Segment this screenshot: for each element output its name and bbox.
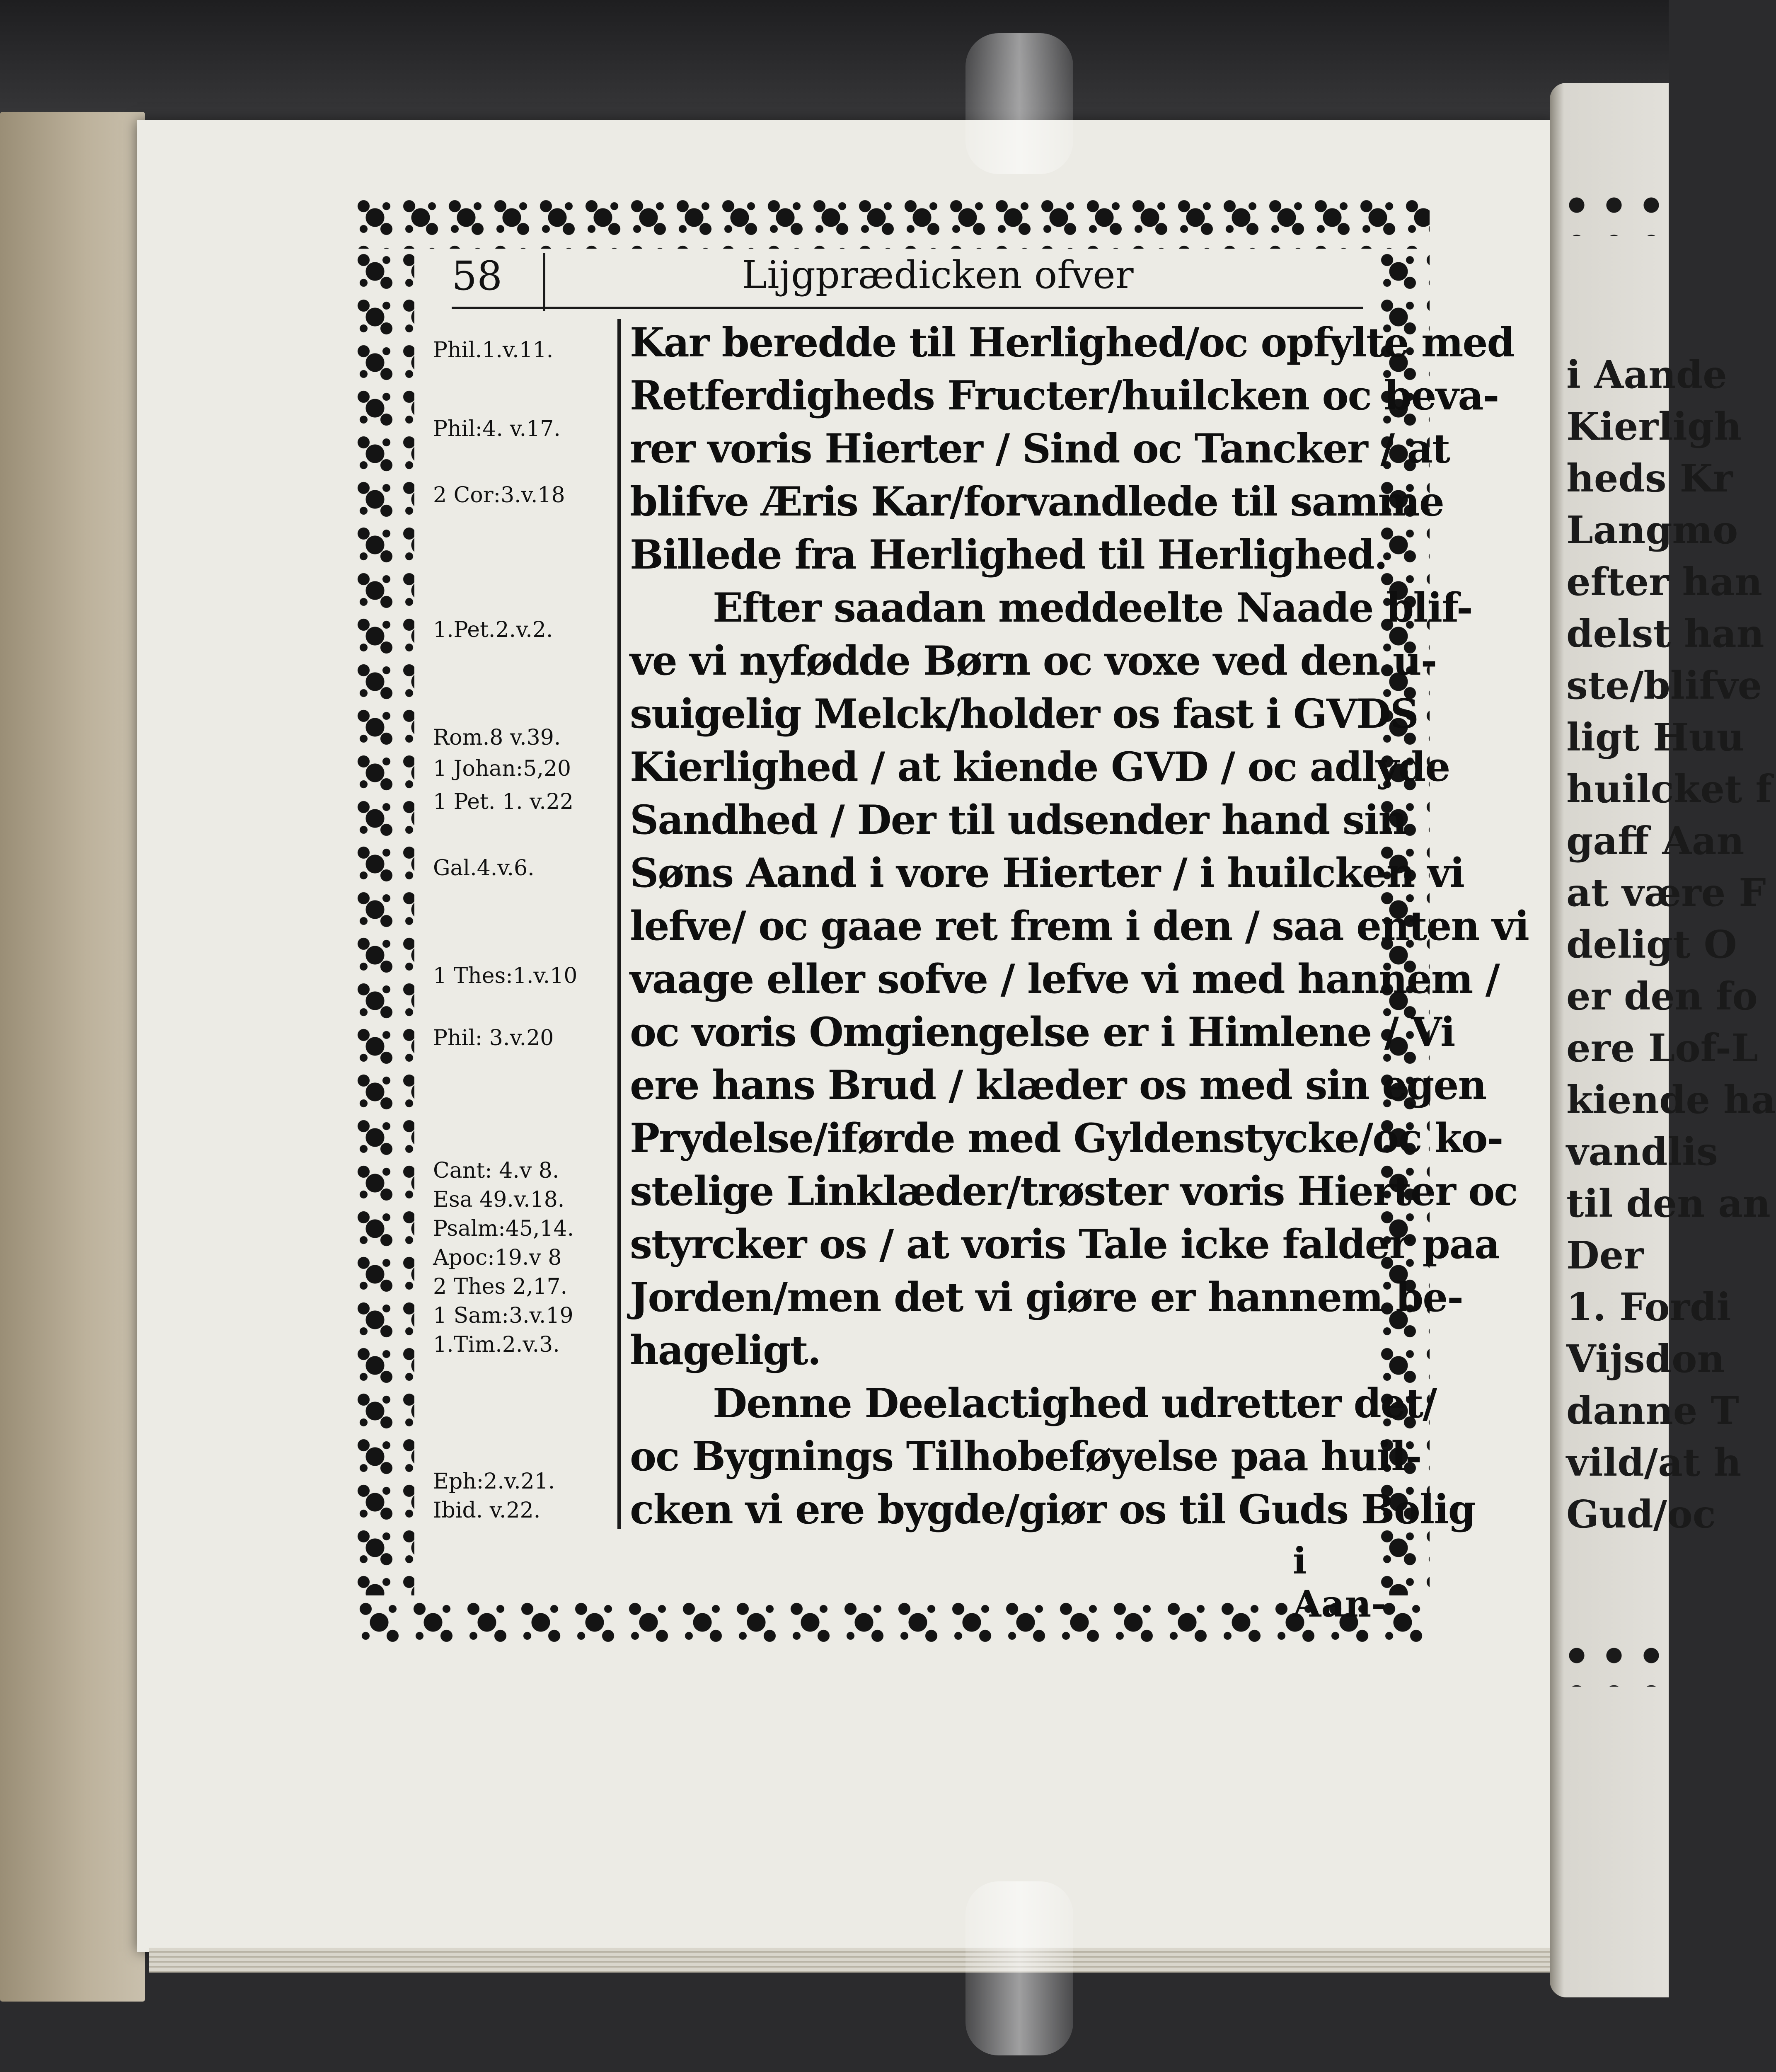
margin-note: 1 Johan:5,20 xyxy=(433,756,571,781)
facing-line: til den an xyxy=(1566,1181,1771,1226)
margin-note: Cant: 4.v 8. xyxy=(433,1158,559,1183)
catchword: i Aan- xyxy=(1293,1539,1386,1625)
facing-line: er den fo xyxy=(1566,974,1758,1019)
facing-line: gaff Aan xyxy=(1566,818,1745,863)
facing-line: at være F xyxy=(1566,870,1766,915)
facing-line: Kierligh xyxy=(1566,404,1742,449)
margin-note: Gal.4.v.6. xyxy=(433,856,535,881)
running-head-title: Lijgprædicken ofver xyxy=(742,253,1134,297)
ornament-border-left xyxy=(352,249,414,1595)
facing-page xyxy=(1550,83,1776,1997)
facing-line: ste/blifve xyxy=(1566,663,1762,708)
text-line: rer voris Hierter / Sind oc Tancker / at xyxy=(630,425,1450,472)
text-line: styrcker os / at voris Tale icke falder paa xyxy=(630,1221,1500,1268)
text-line: oc Bygnings Tilhobeføyelse paa huil- xyxy=(630,1433,1421,1480)
margin-note: 1 Thes:1.v.10 xyxy=(433,963,578,988)
facing-page-ornament-bottom xyxy=(1558,1637,1670,1687)
text-line: Prydelse/iførde med Gyldenstycke/oc ko- xyxy=(630,1115,1503,1162)
facing-line: Vijsdon xyxy=(1566,1336,1725,1381)
head-divider xyxy=(543,253,545,311)
text-line: lefve/ oc gaae ret frem i den / saa enten vi xyxy=(630,903,1529,949)
facing-line: kiende ha xyxy=(1566,1077,1776,1122)
page-stack-edge xyxy=(149,1948,1550,1973)
margin-note: 1.Pet.2.v.2. xyxy=(433,617,553,642)
margin-note: 1 Sam:3.v.19 xyxy=(433,1303,573,1328)
margin-note: 1.Tim.2.v.3. xyxy=(433,1332,560,1357)
page-clip-bottom xyxy=(965,1881,1073,2055)
facing-line: danne T xyxy=(1566,1388,1739,1433)
text-line: blifve Æris Kar/forvandlede til samme xyxy=(630,478,1444,525)
facing-line: heds Kr xyxy=(1566,456,1733,501)
margin-note: Rom.8 v.39. xyxy=(433,725,561,750)
facing-line: delst han xyxy=(1566,611,1764,656)
text-line: Billede fra Herlighed til Herlighed. xyxy=(630,531,1387,578)
ornamental-frame xyxy=(352,195,1529,1649)
text-line: oc voris Omgiengelse er i Himlene / Vi xyxy=(630,1009,1455,1055)
text-line: Sandhed / Der til udsender hand sin xyxy=(630,796,1407,843)
margin-note: Psalm:45,14. xyxy=(433,1216,574,1241)
page-clip-top xyxy=(965,33,1073,174)
facing-line: Langmo xyxy=(1566,508,1738,552)
ornament-border-bottom xyxy=(352,1595,1430,1649)
text-line: vaage eller sofve / lefve vi med hannem / xyxy=(630,956,1499,1002)
text-line: ve vi nyfødde Børn oc voxe ved den u- xyxy=(630,637,1437,684)
text-line: Kar beredde til Herlighed/oc opfylte med xyxy=(630,319,1514,366)
margin-note: 2 Cor:3.v.18 xyxy=(433,483,565,508)
text-line: hageligt. xyxy=(630,1327,821,1374)
text-line: suigelig Melck/holder os fast i GVDS xyxy=(630,690,1418,737)
text-line: Efter saadan meddeelte Naade blif- xyxy=(713,584,1472,631)
text-line: Jorden/men det vi giøre er hannem be- xyxy=(630,1274,1463,1321)
book-cover-edge xyxy=(0,112,145,2002)
margin-note: 1 Pet. 1. v.22 xyxy=(433,789,574,814)
facing-page-ornament-top xyxy=(1558,186,1670,236)
margin-note: Apoc:19.v 8 xyxy=(433,1245,562,1270)
facing-line: deligt O xyxy=(1566,922,1737,967)
margin-note: Phil:4. v.17. xyxy=(433,416,561,441)
text-line: ere hans Brud / klæder os med sin egen xyxy=(630,1062,1486,1109)
facing-line: ligt Huu xyxy=(1566,715,1745,760)
margin-note: Phil.1.v.11. xyxy=(433,338,554,363)
page-number: 58 xyxy=(452,253,503,299)
margin-note: Eph:2.v.21. xyxy=(433,1469,555,1494)
ornament-border-top xyxy=(352,195,1430,249)
facing-line: Der xyxy=(1566,1233,1644,1278)
table-background xyxy=(0,0,1669,124)
text-line: cken vi ere bygde/giør os til Guds Bolig xyxy=(630,1486,1475,1533)
margin-note: Ibid. v.22. xyxy=(433,1498,541,1523)
text-line: Kierlighed / at kiende GVD / oc adlyde xyxy=(630,743,1450,790)
margin-note: 2 Thes 2,17. xyxy=(433,1274,568,1299)
facing-line: Gud/oc xyxy=(1566,1492,1716,1537)
facing-line: efter han xyxy=(1566,559,1763,604)
margin-note: Esa 49.v.18. xyxy=(433,1187,565,1212)
text-line: stelige Linklæder/trøster voris Hierter oc xyxy=(630,1168,1517,1215)
facing-line: 1. Fordi xyxy=(1566,1285,1731,1329)
facing-line: vild/at h xyxy=(1566,1440,1742,1485)
text-line: Søns Aand i vore Hierter / i huilcken vi xyxy=(630,850,1464,896)
facing-line: ere Lof-L xyxy=(1566,1026,1758,1070)
text-line: Retferdigheds Fructer/huilcken oc beva- xyxy=(630,372,1499,419)
margin-divider xyxy=(617,319,621,1529)
facing-line: vandlis xyxy=(1566,1129,1718,1174)
facing-line: huilcket f xyxy=(1566,767,1772,811)
margin-note: Phil: 3.v.20 xyxy=(433,1026,554,1051)
running-head xyxy=(452,249,1363,309)
facing-line: i Aande xyxy=(1566,352,1727,397)
text-line: Denne Deelactighed udretter det/ xyxy=(713,1380,1437,1427)
